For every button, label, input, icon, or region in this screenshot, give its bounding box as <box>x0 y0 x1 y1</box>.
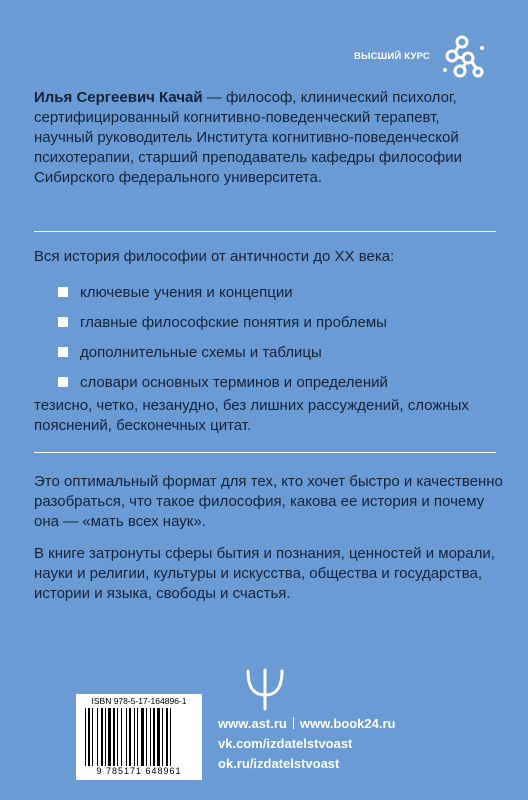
series-badge <box>354 30 490 82</box>
ok-link[interactable]: ok.ru/izdatelstvoast <box>218 756 340 771</box>
website-link-book24[interactable]: www.book24.ru <box>299 716 396 731</box>
list-item-label: словари основных терминов и определений <box>80 373 388 391</box>
square-bullet-icon <box>58 347 68 357</box>
publisher-links <box>218 714 395 774</box>
vk-link[interactable]: vk.com/izdatelstvoast <box>218 736 353 751</box>
link-separator <box>293 717 294 729</box>
square-bullet-icon <box>58 317 68 327</box>
series-label: ВЫСШИЙ КУРС <box>354 50 430 62</box>
psi-icon <box>243 667 287 711</box>
list-item <box>58 337 498 367</box>
list-item <box>58 367 498 397</box>
molecule-logo-icon <box>438 30 490 82</box>
author-description: — философ, клинический психолог, сертифицированный когнитивно-поведенческий терапевт, научный руководитель Института когнитивно-поведенческой психотерапии, старший преподаватель кафедры философии Сибирского федерального университета. <box>34 89 462 186</box>
feature-list <box>58 277 498 397</box>
list-item-label: ключевые учения и концепции <box>80 283 293 301</box>
author-name: Илья Сергеевич Качай <box>34 89 203 106</box>
isbn-text: ISBN 978-5-17-164896-1 <box>91 696 187 706</box>
list-item <box>58 307 498 337</box>
list-item <box>58 277 498 307</box>
divider <box>34 452 496 453</box>
topics-paragraph: В книге затронуты сферы бытия и познания, ценностей и морали, науки и религии, культуры и искусства, общества и государства, истории и языка, свободы и счастья. <box>34 545 495 602</box>
square-bullet-icon <box>58 377 68 387</box>
barcode-bars <box>84 708 196 766</box>
website-link-ast[interactable]: www.ast.ru <box>218 716 287 731</box>
summary-text: тезисно, четко, незанудно, без лишних рассуждений, сложных пояснений, бесконечных цитат. <box>34 397 469 434</box>
barcode-number: 9 785171 648961 <box>96 766 182 776</box>
contents-intro: Вся история философии от античности до XX века: <box>34 248 395 265</box>
divider <box>34 231 496 232</box>
author-bio <box>34 88 496 188</box>
description-paragraph: Это оптимальный формат для тех, кто хочет быстро и качественно разобраться, что такое философия, какова ее история и почему она — «мать всех наук». <box>34 473 503 530</box>
list-item-label: главные философские понятия и проблемы <box>80 313 387 331</box>
list-item-label: дополнительные схемы и таблицы <box>80 343 322 361</box>
square-bullet-icon <box>58 287 68 297</box>
barcode <box>76 694 202 780</box>
